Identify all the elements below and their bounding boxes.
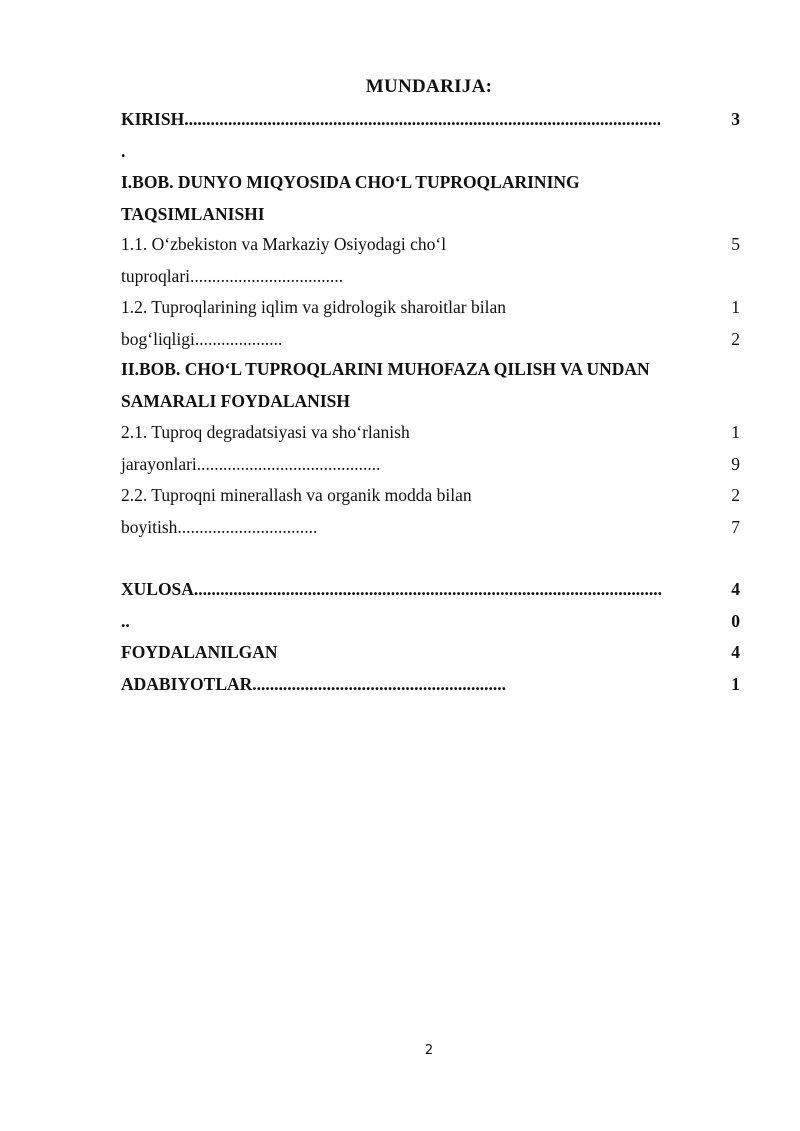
toc-title: MUNDARIJA: [365,76,493,97]
toc-entry-kirish-continuation: . [121,141,126,161]
toc-section-1-1-cont: tuproqlari................................... [121,266,344,286]
toc-page-references-b: 1 [731,674,740,694]
toc-page-2-1-b: 9 [731,454,740,474]
toc-section-1-2-cont: bog‘liqligi.................... [121,329,283,349]
toc-page-1-2-a: 1 [731,297,740,317]
toc-chapter-1-title: I.BOB. DUNYO MIQYOSIDA CHO‘L TUPROQLARINING [121,172,580,192]
toc-entry-xulosa-cont: .. [121,611,130,631]
toc-chapter-1-title-cont: TAQSIMLANISHI [121,204,265,224]
toc-page-references-a: 4 [731,642,740,662]
toc-page-2-2-a: 2 [731,485,740,505]
toc-page-2-2-b: 7 [731,517,740,537]
toc-entry-references: FOYDALANILGAN [121,642,278,662]
toc-page-kirish: 3 [731,109,740,129]
toc-entry-kirish: KIRISH............................................................................................................. [121,109,662,129]
toc-page-xulosa-b: 0 [731,611,740,631]
toc-page-1-1: 5 [731,234,740,254]
toc-section-2-1-cont: jarayonlari.......................................... [121,454,381,474]
toc-page-2-1-a: 1 [731,422,740,442]
toc-chapter-2-title-cont: SAMARALI FOYDALANISH [121,391,350,411]
toc-section-2-2-cont: boyitish................................ [121,517,318,537]
toc-section-1-1: 1.1. O‘zbekiston va Markaziy Osiyodagi cho‘l [121,234,447,254]
toc-page-xulosa-a: 4 [731,579,740,599]
toc-section-1-2: 1.2. Tuproqlarining iqlim va gidrologik sharoitlar bilan [121,297,506,317]
page-number: 2 [424,1043,434,1058]
toc-section-2-2: 2.2. Tuproqni minerallash va organik modda bilan [121,485,472,505]
toc-entry-xulosa: XULOSA........................................................................................................... [121,579,663,599]
toc-section-2-1: 2.1. Tuproq degradatsiyasi va sho‘rlanish [121,422,410,442]
toc-chapter-2-title: II.BOB. CHO‘L TUPROQLARINI MUHOFAZA QILISH VA UNDAN [121,359,650,379]
toc-entry-references-cont: ADABIYOTLAR.......................................................... [121,674,507,694]
toc-page-1-2-b: 2 [731,329,740,349]
